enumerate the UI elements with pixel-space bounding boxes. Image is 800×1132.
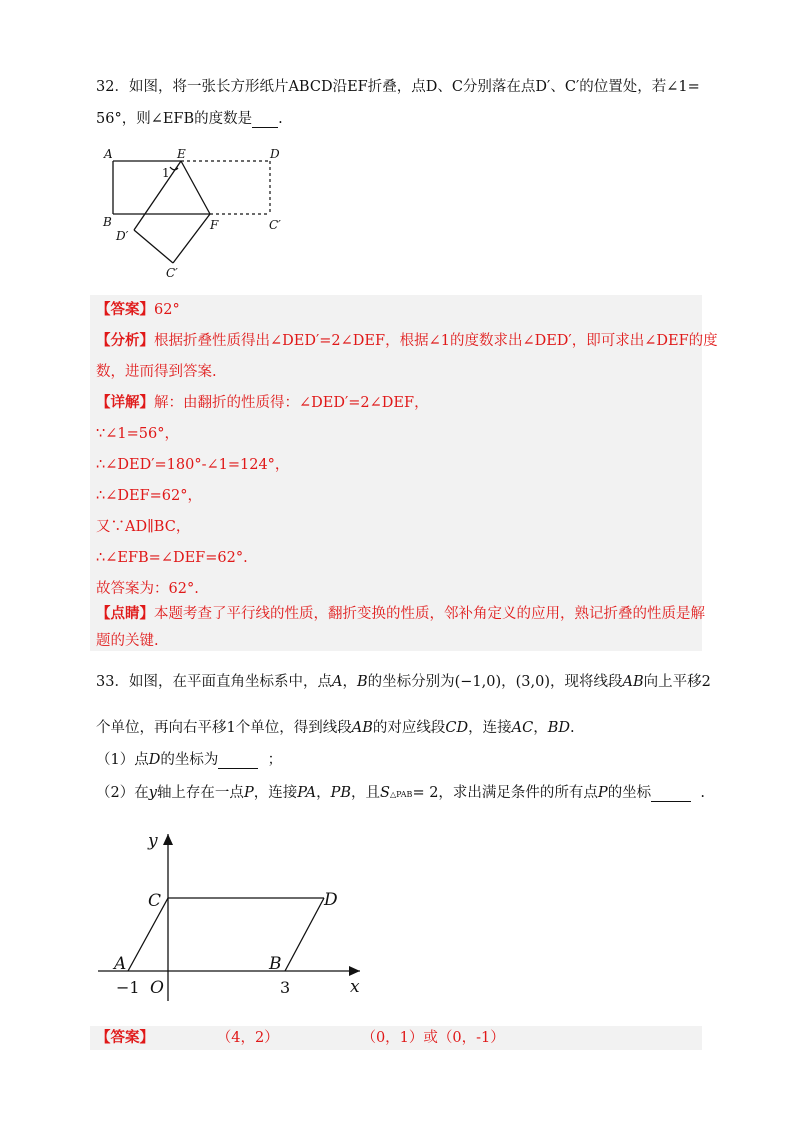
label-C: C′	[269, 218, 281, 232]
q33-line2	[96, 721, 575, 736]
q32-answer-line	[96, 303, 180, 318]
label-O: O	[150, 978, 164, 998]
q32-detail-line1	[96, 396, 429, 411]
q33-line2-c: 的对应线段	[372, 720, 446, 736]
q33-answer-line	[96, 1031, 505, 1046]
q33-line1-b: 的坐标分别为	[367, 674, 455, 690]
q33-sub1-a: （1）点	[96, 752, 149, 768]
q32-line1: 32．如图，将一张长方形纸片ABCD沿EF折叠，点D、C分别落在点D′、C′的位置处，若∠1=	[96, 79, 700, 95]
q33-line2-f: .	[569, 720, 575, 736]
label-Dprime: D′	[116, 229, 129, 243]
q32-analysis-1: 根据折叠性质得出∠DED′=2∠DEF，根据∠1的度数求出∠DED′，即可求出∠DEF的度	[154, 333, 718, 349]
q33-sub2-a: （2）在	[96, 785, 149, 801]
q32-fold-figure	[98, 143, 328, 283]
q33-P: P	[243, 785, 254, 801]
q33-line1-c: ，现将线段	[550, 674, 623, 690]
label-C: C	[148, 891, 162, 911]
q33-answer-1: （4，2）	[224, 1030, 279, 1046]
q32-answer: 62°	[154, 302, 180, 318]
q32-analysis-line1	[96, 334, 718, 349]
label-F: F	[210, 218, 219, 232]
tick-label-minus1: −1	[116, 978, 140, 997]
q33-two: 2	[701, 674, 711, 690]
q33-sub2-e: ，且	[351, 785, 381, 801]
q33-sub1-b: 的坐标为	[160, 752, 219, 768]
q33-coordinate-figure	[98, 826, 378, 1006]
q33-AB2: AB	[351, 720, 373, 736]
q33-D: D	[148, 752, 161, 768]
q33-line2-e: ，	[533, 720, 548, 736]
q33-line2-b: 个单位，得到线段	[235, 720, 352, 736]
q33-AC: AC	[511, 720, 534, 736]
label-D: D	[270, 147, 280, 161]
q32-detail-line6: ∴∠EFB=∠DEF=62°.	[96, 550, 248, 566]
answer-tag: 【答案】	[96, 1029, 154, 1046]
q33-sub2-c: ，连接	[253, 785, 298, 801]
q33-sub2-g: 的坐标	[607, 785, 652, 801]
analysis-tag: 【分析】	[96, 332, 154, 349]
q33-line2-a: 个单位，再向右平移	[96, 720, 227, 736]
q32-detail-line2: ∵∠1=56°，	[96, 426, 179, 442]
label-D: D	[324, 890, 338, 910]
q33-P2: P	[597, 785, 608, 801]
label-A: A	[114, 954, 127, 974]
axis-label-x: x	[350, 977, 360, 997]
q33-A: A	[331, 674, 343, 690]
answer-tag: 【答案】	[96, 301, 154, 318]
detail-tag: 【详解】	[96, 394, 154, 411]
q32-analysis-line2: 数，进而得到答案.	[96, 364, 217, 380]
q33-answer-2: （0，1）或（0，-1）	[368, 1030, 505, 1046]
q32-line2-text: 56°，则∠EFB的度数是	[96, 111, 253, 127]
q33-coordA: (−1,0)	[454, 674, 502, 690]
axis-label-y: y	[148, 831, 158, 851]
label-Cprime: C′	[166, 266, 178, 280]
label-B: B	[269, 954, 282, 974]
q32-comment-1: 本题考查了平行线的性质，翻折变换的性质，邻补角定义的应用，熟记折叠的性质是解	[154, 606, 705, 622]
q33-sub2-d: ，	[316, 785, 331, 801]
label-angle-1: 1	[162, 166, 170, 180]
q33-sub2-b: 轴上存在一点	[156, 785, 244, 801]
q33-sub2-h: .	[700, 785, 706, 801]
q33-one: 1	[226, 720, 236, 736]
label-A: A	[104, 147, 113, 161]
q33-sub2-blank[interactable]	[651, 786, 691, 802]
q33-S-eq: = 2	[412, 785, 439, 801]
q32-comment-line1	[96, 607, 705, 622]
q33-line1-a: 33．如图，在平面直角坐标系中，点	[96, 674, 332, 690]
q33-coordB: (3,0)	[515, 674, 550, 690]
q32-detail-line7: 故答案为：62°.	[96, 581, 199, 597]
label-B: B	[103, 215, 112, 229]
q32-comment-line2: 题的关键.	[96, 633, 159, 649]
label-E: E	[177, 147, 186, 161]
q33-line2-d: ，连接	[468, 720, 512, 736]
q33-sub1-blank[interactable]	[218, 753, 258, 769]
q32-detail-line3: ∴∠DED′=180°-∠1=124°，	[96, 457, 290, 473]
q33-BD: BD	[547, 720, 570, 736]
q32-line2	[96, 112, 283, 128]
q33-PA: PA	[297, 785, 317, 801]
q33-PB: PB	[330, 785, 352, 801]
q33-sub1	[96, 753, 282, 769]
q32-detail-line5: 又∵AD∥BC，	[96, 519, 191, 535]
q32-detail-1: 解：由翻折的性质得：∠DED′=2∠DEF，	[154, 395, 429, 411]
q33-CD: CD	[445, 720, 469, 736]
q33-S: S	[380, 785, 390, 801]
tick-label-3: 3	[280, 978, 291, 997]
q33-y: y	[148, 785, 157, 801]
q33-S-sub: △PAB	[389, 790, 413, 799]
comment-tag: 【点睛】	[96, 605, 154, 622]
q33-line1-d: 向上平移	[643, 674, 702, 690]
q33-sub1-c: ；	[267, 752, 283, 768]
q33-line1	[96, 675, 711, 690]
q32-detail-line4: ∴∠DEF=62°，	[96, 488, 202, 504]
q33-sep1: ，	[342, 674, 357, 690]
q33-sub2-f: ，求出满足条件的所有点	[438, 785, 598, 801]
q33-B: B	[356, 674, 368, 690]
q33-AB: AB	[622, 674, 644, 690]
q33-sep2: ，	[501, 674, 516, 690]
q32-answer-blank[interactable]	[252, 112, 278, 128]
q33-sub2	[96, 786, 705, 802]
q32-line2-end: .	[278, 111, 283, 127]
